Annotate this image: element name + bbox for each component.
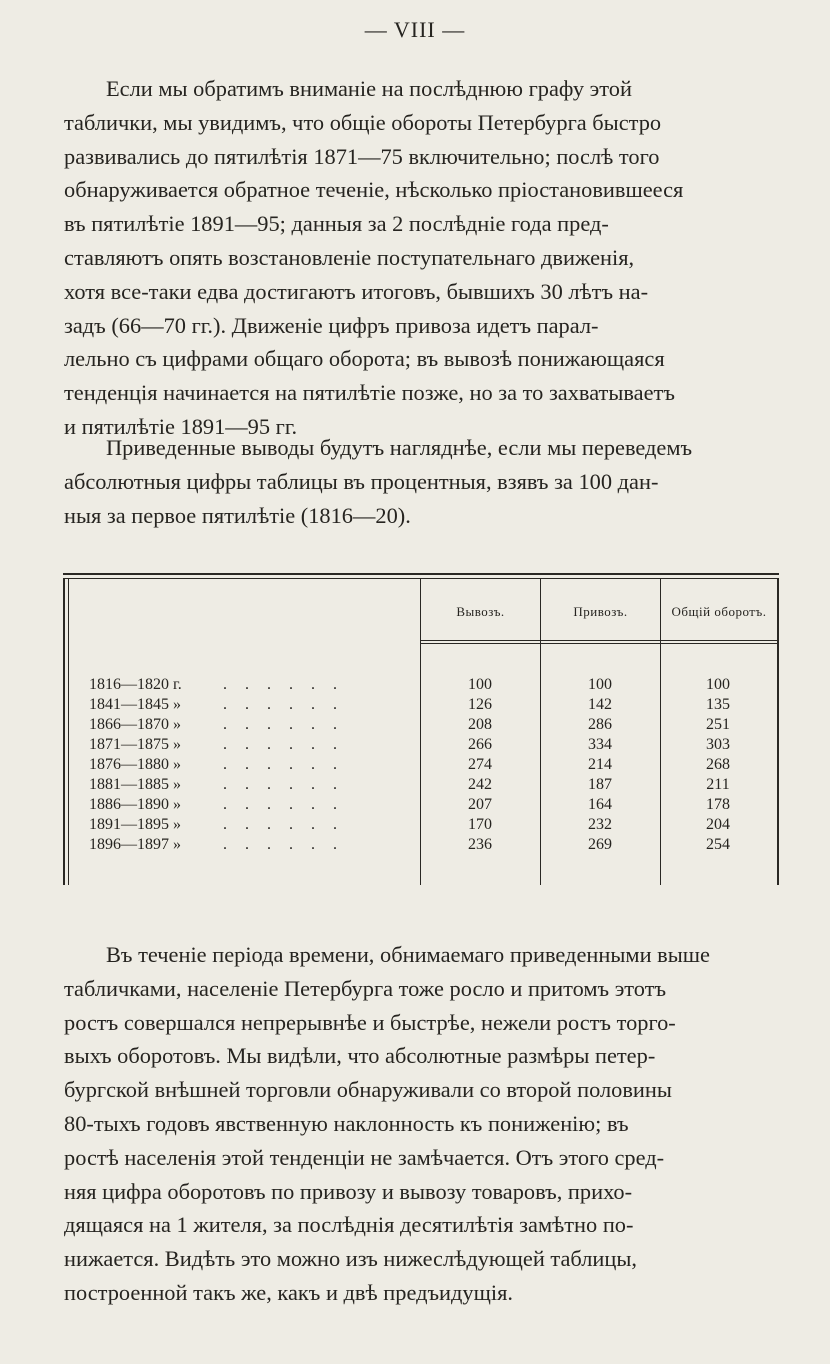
- text-line: абсолютныя цифры таблицы въ процентныя, взявъ за 100 дан-: [64, 468, 659, 494]
- leader-dots: . . . . . .: [223, 696, 344, 713]
- period-cell: 1876—1880 »: [89, 756, 181, 773]
- table-row: [63, 755, 779, 775]
- table-body: [63, 675, 779, 855]
- export-cell: 274: [468, 756, 492, 773]
- total-cell: 204: [706, 816, 730, 833]
- percent-table: [63, 573, 779, 885]
- export-cell: 100: [468, 676, 492, 693]
- table-header-rule: [420, 640, 779, 641]
- total-cell: 251: [706, 716, 730, 733]
- text-line: Если мы обратимъ вниманіе на послѣднюю графу этой: [106, 76, 632, 101]
- import-cell: 269: [588, 836, 612, 853]
- text-line: построенной такъ же, какъ и двѣ предъидущія.: [64, 1279, 513, 1305]
- text-line: ставляютъ опять возстановленіе поступательнаго движенія,: [64, 244, 635, 270]
- page-number: — VIII —: [364, 17, 466, 42]
- text-line: Приведенные выводы будутъ нагляднѣе, если мы переведемъ: [106, 435, 693, 460]
- leader-dots: . . . . . .: [223, 836, 344, 853]
- table-row: [63, 815, 779, 835]
- paragraph-1: [64, 72, 780, 444]
- export-cell: 242: [468, 776, 492, 793]
- text-line: таблички, мы увидимъ, что общіе обороты Петербурга быстро: [64, 109, 662, 135]
- period-cell: 1886—1890 »: [89, 796, 181, 813]
- text-line: хотя все-таки едва достигаютъ итоговъ, бывшихъ 30 лѣтъ на-: [64, 278, 649, 304]
- table-row: [63, 835, 779, 855]
- export-cell: 170: [468, 816, 492, 833]
- leader-dots: . . . . . .: [223, 796, 344, 813]
- period-cell: 1866—1870 »: [89, 716, 181, 733]
- text-line: ныя за первое пятилѣтіе (1816—20).: [64, 502, 411, 528]
- text-line: ростѣ населенія этой тенденціи не замѣчается. Отъ этого сред-: [64, 1144, 665, 1170]
- text-line: обнаруживается обратное теченіе, нѣсколько пріостановившееся: [64, 177, 684, 203]
- table-row: [63, 735, 779, 755]
- total-cell: 254: [706, 836, 730, 853]
- text-line: ростъ совершался непрерывнѣе и быстрѣе, нежели ростъ торго-: [64, 1009, 676, 1035]
- import-cell: 164: [588, 796, 612, 813]
- export-cell: 236: [468, 836, 492, 853]
- period-cell: 1896—1897 »: [89, 836, 181, 853]
- header-import: Привозъ.: [573, 603, 628, 619]
- period-cell: 1891—1895 »: [89, 816, 181, 833]
- period-cell: 1871—1875 »: [89, 736, 181, 753]
- table-rule: [63, 573, 779, 575]
- table-rule: [63, 578, 779, 579]
- table-row: [63, 775, 779, 795]
- table-row: [63, 675, 779, 695]
- export-cell: 207: [468, 796, 492, 813]
- leader-dots: . . . . . .: [223, 816, 344, 833]
- table-row: [63, 695, 779, 715]
- text-line: 80-тыхъ годовъ явственную наклонность къ пониженію; въ: [64, 1110, 629, 1136]
- table-row: [63, 795, 779, 815]
- text-line: Въ теченіе періода времени, обнимаемаго приведенными выше: [106, 942, 710, 967]
- export-cell: 266: [468, 736, 492, 753]
- text-line: няя цифра оборотовъ по привозу и вывозу товаровъ, прихо-: [64, 1178, 633, 1204]
- leader-dots: . . . . . .: [223, 676, 344, 693]
- import-cell: 214: [588, 756, 612, 773]
- leader-dots: . . . . . .: [223, 736, 344, 753]
- text-line: задъ (66—70 гг.). Движеніе цифръ привоза идетъ парал-: [64, 312, 599, 338]
- period-cell: 1841—1845 »: [89, 696, 181, 713]
- text-line: тенденція начинается на пятилѣтіе позже, но за то захватываетъ: [64, 380, 675, 406]
- text-line: табличками, населеніе Петербурга тоже росло и притомъ этотъ: [64, 975, 667, 1001]
- text-line: развивались до пятилѣтія 1871—75 включительно; послѣ того: [64, 143, 660, 169]
- text-line: бургской внѣшней торговли обнаруживали со второй половины: [64, 1077, 672, 1103]
- import-cell: 334: [588, 736, 612, 753]
- leader-dots: . . . . . .: [223, 776, 344, 793]
- text-line: выхъ оборотовъ. Мы видѣли, что абсолютные размѣры петер-: [64, 1043, 656, 1069]
- total-cell: 100: [706, 676, 730, 693]
- export-cell: 208: [468, 716, 492, 733]
- table-header-rule: [420, 643, 779, 644]
- total-cell: 303: [706, 736, 730, 753]
- period-cell: 1816—1820 г.: [89, 676, 182, 693]
- paragraph-2: [64, 431, 780, 532]
- import-cell: 187: [588, 776, 612, 793]
- text-line: и пятилѣтіе 1891—95 гг.: [64, 413, 298, 439]
- text-line: въ пятилѣтіе 1891—95; данныя за 2 послѣдніе года пред-: [64, 211, 609, 237]
- text-line: дящаяся на 1 жителя, за послѣднія десятилѣтія замѣтно по-: [64, 1212, 634, 1238]
- header-total: Общій оборотъ.: [671, 603, 767, 619]
- import-cell: 232: [588, 816, 612, 833]
- import-cell: 100: [588, 676, 612, 693]
- header-export: Вывозъ.: [456, 603, 505, 619]
- total-cell: 178: [706, 796, 730, 813]
- import-cell: 286: [588, 716, 612, 733]
- table-row: [63, 715, 779, 735]
- total-cell: 268: [706, 756, 730, 773]
- text-line: лельно съ цифрами общаго оборота; въ вывозѣ понижающаяся: [64, 346, 665, 372]
- export-cell: 126: [468, 696, 492, 713]
- leader-dots: . . . . . .: [223, 716, 344, 733]
- leader-dots: . . . . . .: [223, 756, 344, 773]
- period-cell: 1881—1885 »: [89, 776, 181, 793]
- import-cell: 142: [588, 696, 612, 713]
- total-cell: 135: [706, 696, 730, 713]
- paragraph-3: [64, 938, 780, 1310]
- total-cell: 211: [706, 776, 730, 793]
- text-line: нижается. Видѣть это можно изъ нижеслѣдующей таблицы,: [64, 1246, 638, 1272]
